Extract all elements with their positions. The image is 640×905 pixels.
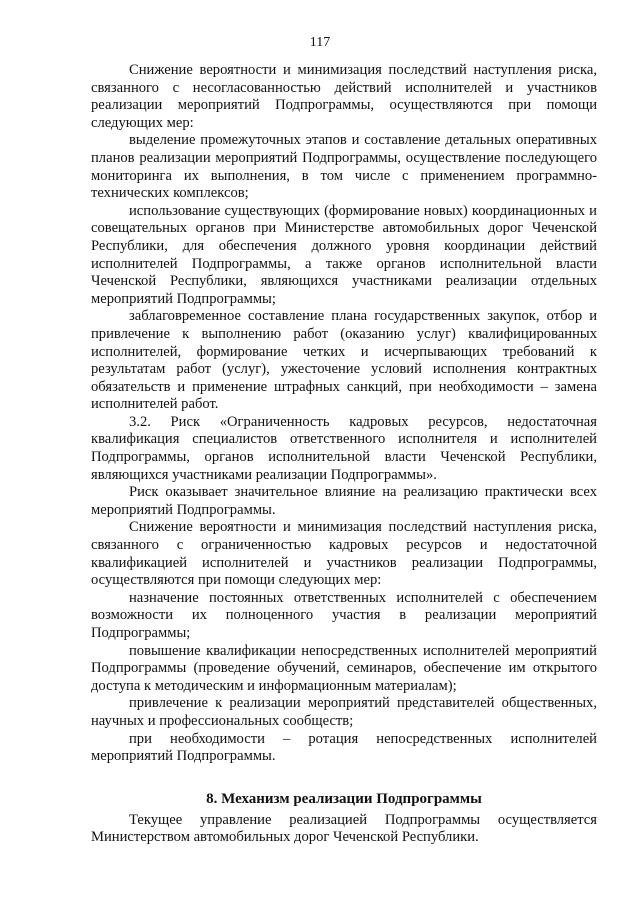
paragraph: назначение постоянных ответственных исполнителей с обеспечением возможности их полноценного участия в реализации мероприятий Подпрограммы; [91,589,597,641]
page-number: 117 [309,35,331,50]
paragraph: привлечение к реализации мероприятий представителей общественных, научных и профессиональных сообществ; [91,695,597,729]
paragraph: Снижение вероятности и минимизация последствий наступления риска, связанного с несогласованностью действий исполнителей и участников реализации мероприятий Подпрограммы, осуществляются при помощи следующих мер: [91,62,597,131]
section-heading: 8. Механизм реализации Подпрограммы [206,790,482,807]
paragraph: Риск оказывает значительное влияние на реализацию практически всех мероприятий Подпрограммы. [91,484,597,518]
paragraph: заблаговременное составление плана государственных закупок, отбор и привлечение к выполнению работ (оказанию услуг) квалифицированных исполнителей, формирование четких и исчерпывающих требований к результатам работ (услуг), ужесточение условий исполнения контрактных обязательств и применение штрафных санкций, при необходимости – замена исполнителей работ. [91,308,597,413]
paragraph: 3.2. Риск «Ограниченность кадровых ресурсов, недостаточная квалификация специалистов ответственного исполнителя и исполнителей Подпрограммы, органов исполнительной власти Чеченской Республики, являющихся участниками реализации Подпрограммы». [91,413,597,483]
paragraph: при необходимости – ротация непосредственных исполнителей мероприятий Подпрограммы. [91,730,597,765]
document-body [91,62,597,847]
paragraph: Текущее управление реализацией Подпрограммы осуществляется Министерством автомобильных дорог Чеченской Республики. [91,811,597,846]
paragraph: использование существующих (формирование новых) координационных и совещательных органов при Министерстве автомобильных дорог Чеченской Республики, для обеспечения должного уровня координации действий исполнителей Подпрограммы, а также органов исполнительной власти Чеченской Республики, являющихся участниками реализации отдельных мероприятий Подпрограммы; [91,202,597,307]
paragraph: выделение промежуточных этапов и составление детальных оперативных планов реализации мероприятий Подпрограммы, осуществление последующего мониторинга их выполнения, в том числе с применением программно-технических комплексов; [91,132,597,202]
paragraph: Снижение вероятности и минимизация последствий наступления риска, связанного с ограниченностью кадровых ресурсов и недостаточной квалификацией исполнителей и участников реализации Подпрограммы, осуществляются при помощи следующих мер: [91,519,597,589]
paragraph: повышение квалификации непосредственных исполнителей мероприятий Подпрограммы (проведение обучений, семинаров, обеспечение им открытого доступа к методическим и информационным материалам); [91,642,597,694]
